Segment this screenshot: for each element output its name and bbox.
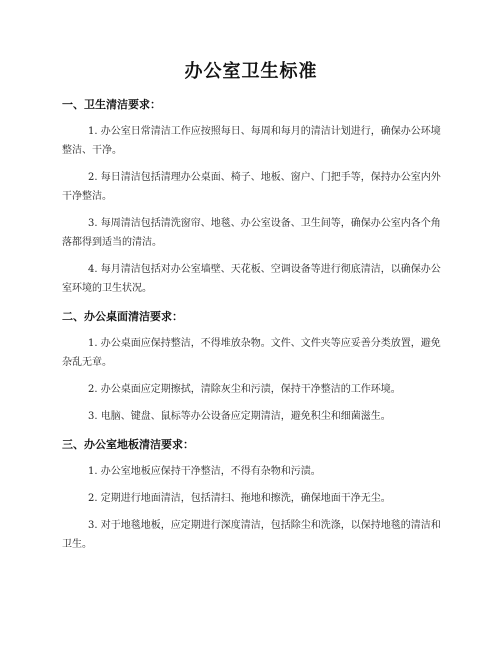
section-heading: 一、卫生清洁要求：: [62, 98, 161, 111]
section-item: 1. 办公桌面应保持整洁，不得堆放杂物。文件、文件夹等应妥善分类放置，避免杂乱无章。: [62, 338, 441, 368]
section-item: 3. 对于地毯地板，应定期进行深度清洁，包括除尘和洗涤，以保持地毯的清洁和卫生。: [62, 520, 441, 550]
section-item: 2. 办公桌面应定期擦拭，清除灰尘和污渍，保持干净整洁的工作环境。: [88, 384, 401, 395]
section-item: 2. 定期进行地面清洁，包括清扫、拖地和擦洗，确保地面干净无尘。: [88, 493, 391, 504]
section-item: 3. 每周清洁包括清洗窗帘、地毯、办公室设备、卫生间等，确保办公室内各个角落都得到适当的清洁。: [62, 218, 441, 248]
document-body: [62, 97, 442, 562]
document-title: 办公室卫生标准: [184, 61, 318, 82]
section-item: 1. 办公室日常清洁工作应按照每日、每周和每月的清洁计划进行，确保办公环境整洁、干净。: [62, 126, 441, 156]
section-item: 4. 每月清洁包括对办公室墙壁、天花板、空调设备等进行彻底清洁，以确保办公室环境的卫生状况。: [62, 264, 441, 294]
section-cleaning-requirements: [62, 97, 442, 298]
section-floor-cleaning: [62, 437, 442, 554]
section-item: 2. 每日清洁包括清理办公桌面、椅子、地板、窗户、门把手等，保持办公室内外干净整洁。: [62, 172, 441, 202]
section-item: 1. 办公室地板应保持干净整洁，不得有杂物和污渍。: [88, 466, 321, 477]
section-desk-cleaning: [62, 309, 442, 426]
section-heading: 三、办公室地板清洁要求：: [62, 438, 194, 451]
section-heading: 二、办公桌面清洁要求：: [62, 310, 183, 323]
section-item: 3. 电脑、键盘、鼠标等办公设备应定期清洁，避免积尘和细菌滋生。: [88, 411, 391, 422]
